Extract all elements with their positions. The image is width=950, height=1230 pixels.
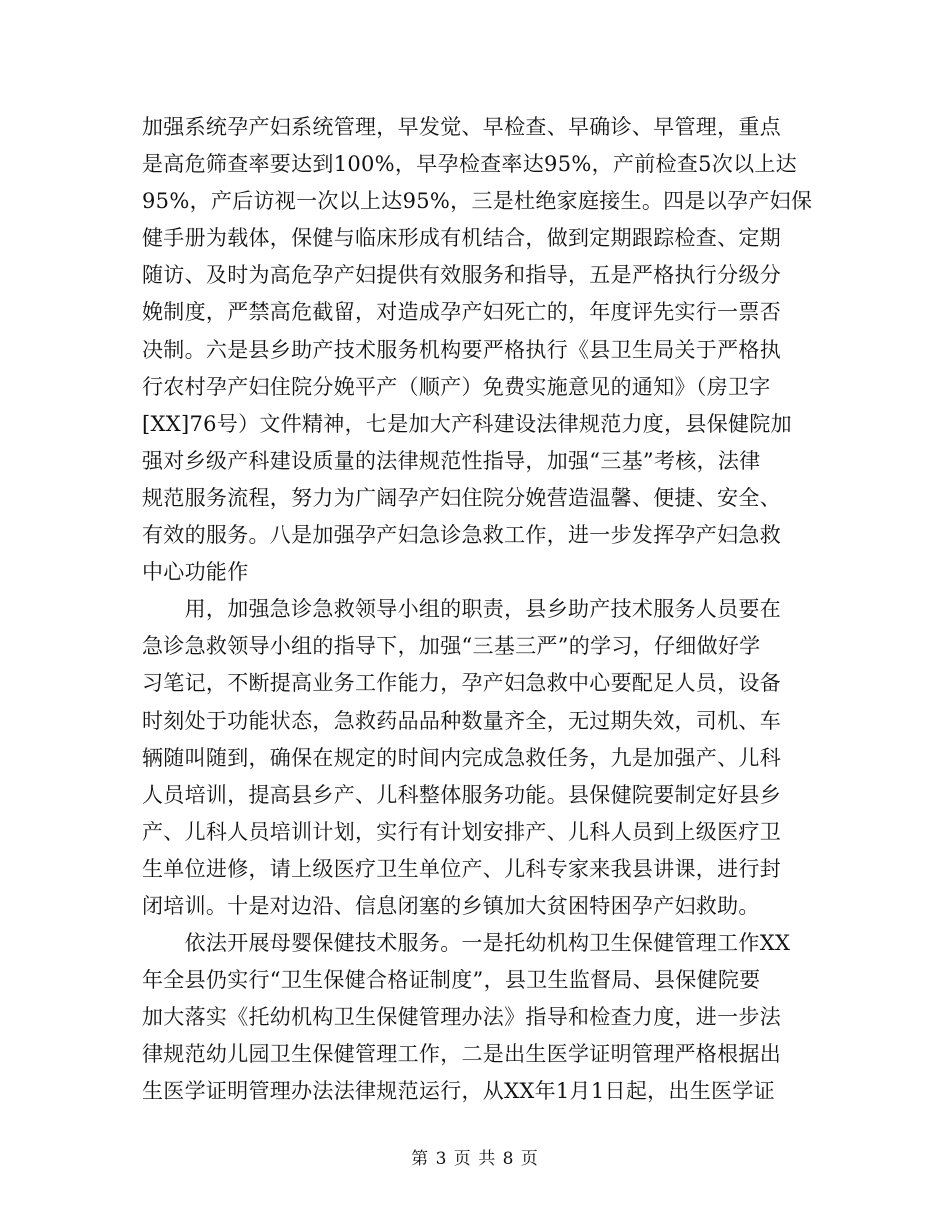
text-line: 生医学证明管理办法法律规范运行，从XX年1月1日起，出生医学证 bbox=[142, 1079, 775, 1104]
text-line: 加大落实《托幼机构卫生保健管理办法》指导和检查力度，进一步法 bbox=[142, 1005, 781, 1030]
paragraph bbox=[142, 925, 802, 1110]
text-line: 健手册为载体，保健与临床形成有机结合，做到定期跟踪检查、定期 bbox=[142, 226, 781, 251]
text-line: 闭培训。十是对边沿、信息闭塞的乡镇加大贫困特困孕产妇救助。 bbox=[142, 893, 760, 918]
text-line: 依法开展母婴保健技术服务。一是托幼机构卫生保健管理工作XX bbox=[142, 931, 791, 956]
text-line: 95%，产后访视一次以上达95%，三是杜绝家庭接生。四是以孕产妇保 bbox=[142, 189, 813, 214]
text-line: 生单位进修，请上级医疗卫生单位产、儿科专家来我县讲课，进行封 bbox=[142, 856, 781, 881]
page-footer: 第 3 页 共 8 页 bbox=[411, 1149, 539, 1169]
text-line: 产、儿科人员培训计划，实行有计划安排产、儿科人员到上级医疗卫 bbox=[142, 819, 781, 844]
text-line: 用，加强急诊急救领导小组的职责，县乡助产技术服务人员要在 bbox=[142, 597, 781, 622]
text-line: 行农村孕产妇住院分娩平产（顺产）免费实施意见的通知》（房卫字 bbox=[142, 374, 771, 399]
text-line: 加强系统孕产妇系统管理，早发觉、早检查、早确诊、早管理，重点 bbox=[142, 115, 781, 139]
text-line: 习笔记，不断提高业务工作能力，孕产妇急救中心要配足人员，设备 bbox=[142, 671, 781, 696]
text-line: 律规范幼儿园卫生保健管理工作，二是出生医学证明管理严格根据出 bbox=[142, 1042, 781, 1067]
paragraph bbox=[142, 591, 802, 925]
text-line: [XX]76号）文件精神，七是加大产科建设法律规范力度，县保健院加 bbox=[142, 411, 792, 436]
text-line: 随访、及时为高危孕产妇提供有效服务和指导，五是严格执行分级分 bbox=[142, 263, 781, 288]
document-body bbox=[142, 109, 813, 1111]
text-line: 是高危筛查率要达到100%，早孕检查率达95%，产前检查5次以上达 bbox=[142, 152, 797, 177]
text-line: 规范服务流程，努力为广阔孕产妇住院分娩营造温馨、便捷、安全、 bbox=[142, 485, 781, 510]
text-line: 辆随叫随到，确保在规定的时间内完成急救任务，九是加强产、儿科 bbox=[142, 745, 781, 770]
text-line: 强对乡级产科建设质量的法律规范性指导，加强“三基”考核，法律 bbox=[142, 448, 761, 473]
text-line: 急诊急救领导小组的指导下，加强“三基三严”的学习，仔细做好学 bbox=[142, 634, 761, 659]
text-line: 年全县仍实行“卫生保健合格证制度”，县卫生监督局、县保健院要 bbox=[142, 968, 761, 993]
paragraph bbox=[142, 109, 813, 591]
text-line: 决制。六是县乡助产技术服务机构要严格执行《县卫生局关于严格执 bbox=[142, 337, 781, 362]
text-line: 人员培训，提高县乡产、儿科整体服务功能。县保健院要制定好县乡 bbox=[142, 782, 781, 807]
text-line: 有效的服务。八是加强孕产妇急诊急救工作，进一步发挥孕产妇急救 bbox=[142, 523, 781, 548]
text-line: 娩制度，严禁高危截留，对造成孕产妇死亡的，年度评先实行一票否 bbox=[142, 300, 781, 325]
text-line: 时刻处于功能状态，急救药品品种数量齐全，无过期失效，司机、车 bbox=[142, 708, 781, 733]
text-line: 中心功能作 bbox=[142, 560, 249, 585]
